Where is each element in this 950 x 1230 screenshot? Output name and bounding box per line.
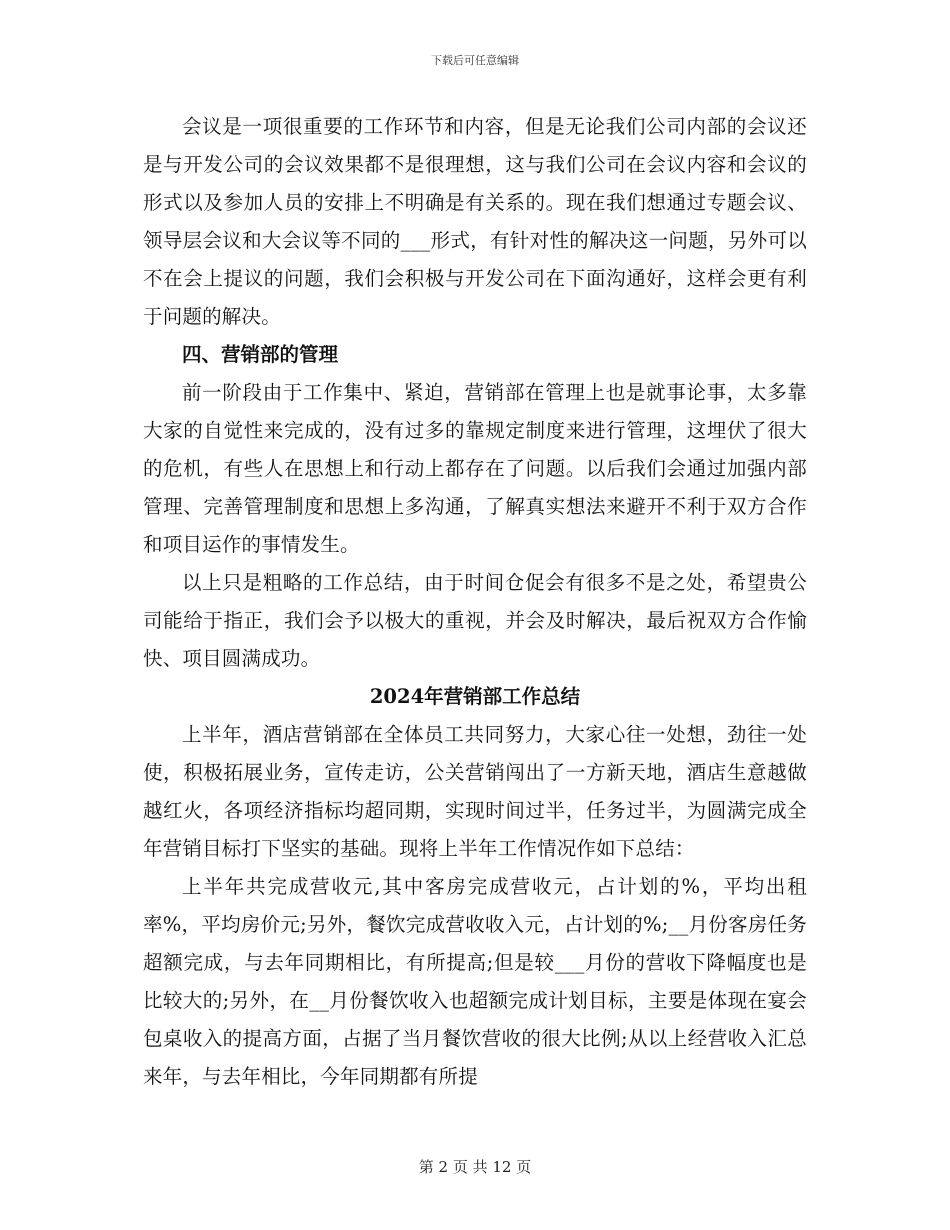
paragraph-meetings: 会议是一项很重要的工作环节和内容，但是无论我们公司内部的会议还是与开发公司的会议效果都不是很理想，这与我们公司在会议内容和会议的形式以及参加人员的安排上不明确是有关系的。现在我们想通过专题会议、领导层会议和大会议等不同的___形式，有针对性的解决这一问题，另外可以不在会上提议的问题，我们会积极与开发公司在下面沟通好，这样会更有利于问题的解决。 — [143, 115, 807, 328]
paragraph-management: 前一阶段由于工作集中、紧迫，营销部在管理上也是就事论事，太多靠大家的自觉性来完成的，没有过多的靠规定制度来进行管理，这埋伏了很大的危机，有些人在思想上和行动上都存在了问题。以后我们会通过加强内部管理、完善管理制度和思想上多沟通，了解真实想法来避开不利于双方合作和项目运作的事情发生。 — [143, 381, 807, 556]
paragraph-intro: 上半年，酒店营销部在全体员工共同努力，大家心往一处想，劲往一处使，积极拓展业务，宣传走访，公关营销闯出了一方新天地，酒店生意越做越红火，各项经济指标均超同期，实现时间过半，任务过半，为圆满完成全年营销目标打下坚实的基础。现将上半年工作情况作如下总结： — [143, 723, 807, 860]
document-title: 2024年营销部工作总结 — [369, 685, 581, 708]
paragraph-conclusion: 以上只是粗略的工作总结，由于时间仓促会有很多不是之处，希望贵公司能给于指正，我们会予以极大的重视，并会及时解决，最后祝双方合作愉快、项目圆满成功。 — [143, 571, 807, 670]
document-body — [143, 108, 807, 1096]
page-footer: 第 2 页 共 12 页 — [418, 1158, 532, 1176]
page-header: 下载后可任意编辑 — [431, 54, 519, 67]
paragraph-revenue: 上半年共完成营收元,其中客房完成营收元，占计划的%，平均出租率%，平均房价元;另外，餐饮完成营收收入元，占计划的%;__月份客房任务超额完成，与去年同期相比，有所提高;但是较___月份的营收下降幅度也是比较大的;另外，在__月份餐饮收入也超额完成计划目标，主要是体现在宴会包桌收入的提高方面，占据了当月餐饮营收的很大比例;从以上经营收入汇总来年，与去年相比，今年同期都有所提 — [143, 875, 807, 1088]
section-heading-management: 四、营销部的管理 — [182, 343, 339, 366]
